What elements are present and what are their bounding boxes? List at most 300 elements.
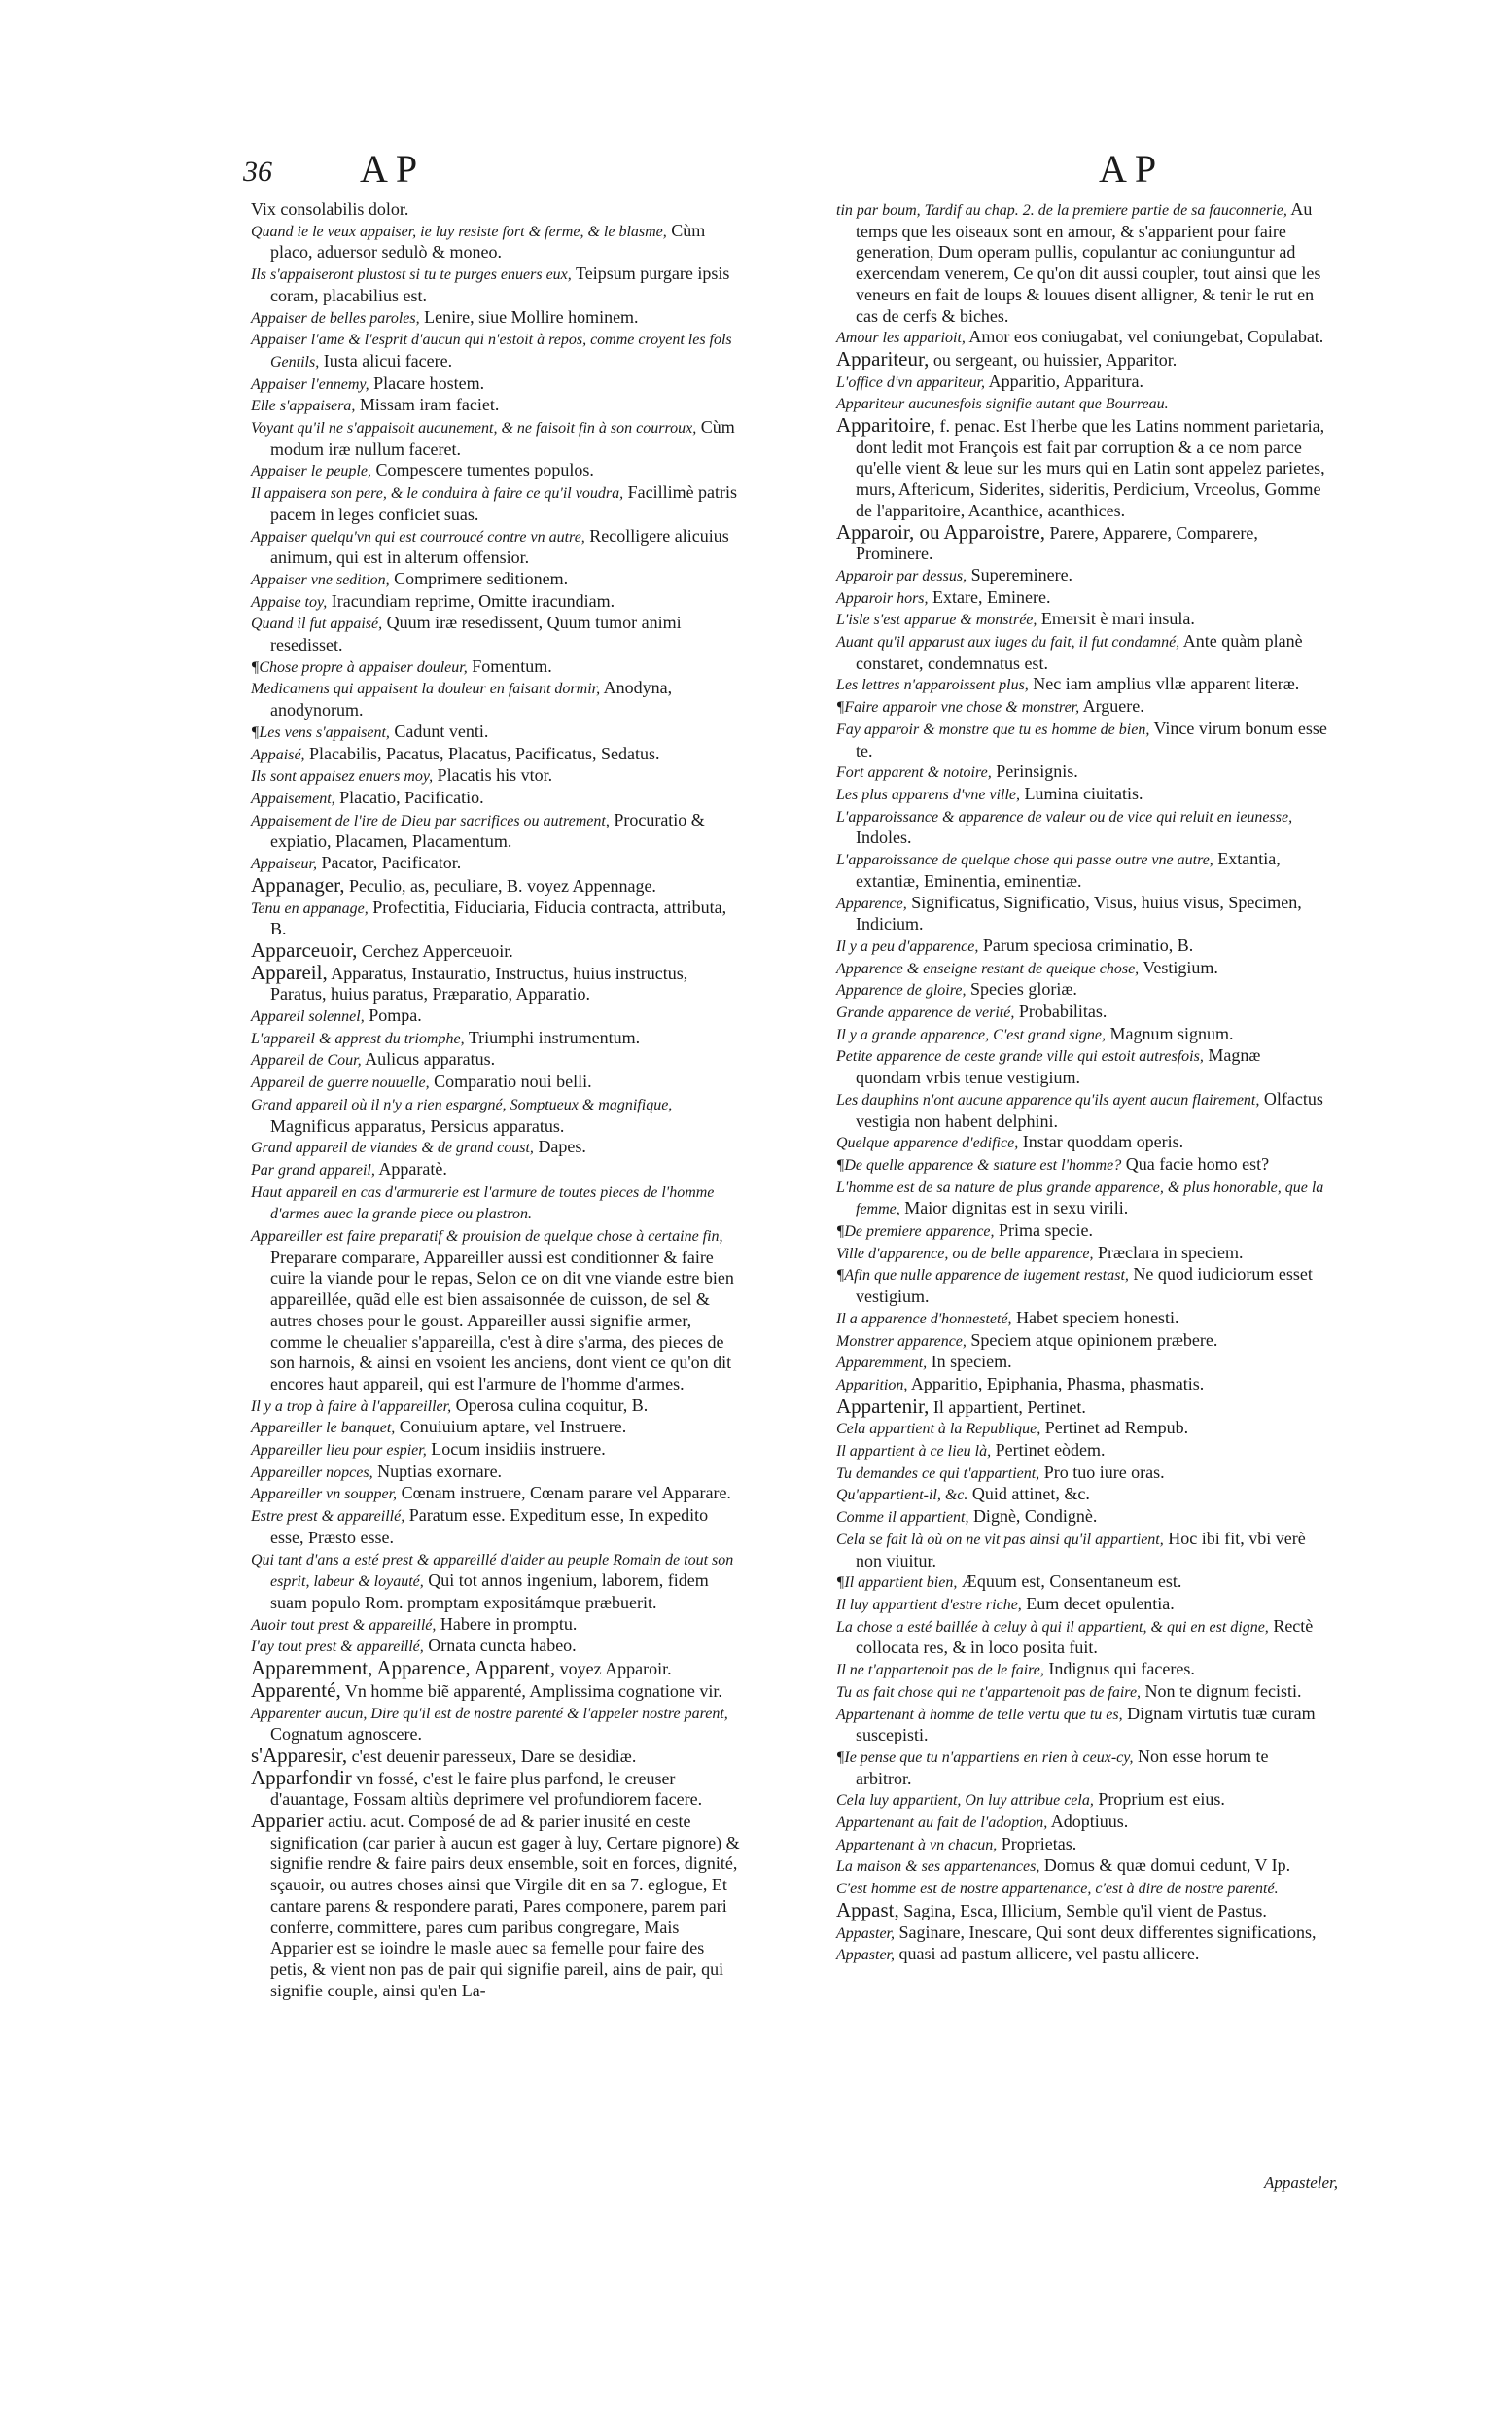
entry-french: Appaiser quelqu'vn qui est courroucé contre vn autre, [251,528,585,546]
dictionary-entry [251,1636,742,1658]
entry-latin: Pertinet eòdem. [995,1440,1106,1461]
entry-latin: Eum decet opulentia. [1026,1594,1175,1613]
entry-latin: Non esse horum te arbitror. [856,1745,1269,1788]
entry-french: Amour les apparioit, [836,330,966,347]
entry-french: Tu demandes ce qui t'appartient, [836,1464,1040,1482]
dictionary-entry [836,1264,1327,1307]
entry-french: Appaisement, [251,790,335,807]
entry-latin: Fomentum. [472,655,552,676]
dictionary-entry [251,1137,742,1159]
entry-french: Appartenant au fait de l'adoption, [836,1814,1048,1832]
entry-latin: Æquum est, Consentaneum est. [961,1571,1182,1592]
entry-latin: Locum insidiis instruere. [431,1439,606,1460]
entry-latin: Pro tuo iure oras. [1043,1462,1165,1482]
entry-french: Comme il appartient, [836,1509,969,1527]
entry-french: Appareil de guerre nouuelle, [251,1075,430,1092]
dictionary-entry [836,849,1327,892]
entry-latin: Dignam virtutis tuæ curam suscepisti. [856,1703,1316,1745]
entry-french: Par grand appareil, [251,1161,375,1179]
entry-latin: f. penac. Est l'herbe que les Latins nomment parietaria, dont ledit mot François est fait par corruption & a ce nom parce qu'elle vient & leue sur les murs qui en Latin sont appelez parietes, murs, Aftericum, Siderites, sideritis, Perdicium, Vrceolus, Gomme de l'apparitoire, Acanthice, acanthices. [856,416,1325,520]
entry-latin: Magnum signum. [1109,1023,1234,1043]
entry-latin: Apparitio, Apparitura. [988,370,1144,391]
entry-french: Appaiser vne sedition, [251,571,390,588]
dictionary-entry [251,744,742,766]
entry-french: Appartenant à homme de telle vertu que tu es, [836,1706,1123,1723]
dictionary-entry [251,569,742,591]
entry-french: Ils sont appaisez enuers moy, [251,768,434,786]
entry-headword: Appartenir, [836,1393,930,1418]
dictionary-entry [251,264,742,306]
dictionary-entry [836,1616,1327,1659]
dictionary-entry [251,395,742,417]
entry-french: Petite apparence de ceste grande ville qui estoit autresfois, [836,1048,1204,1066]
entry-french: ¶De premiere apparence, [836,1223,995,1241]
dictionary-entry [836,1855,1327,1878]
dictionary-entry [836,1374,1327,1396]
dictionary-entry [251,221,742,264]
dictionary-entry [836,1462,1327,1485]
dictionary-entry [836,674,1327,696]
dictionary-entry [836,1418,1327,1440]
right-column [836,199,1327,1966]
entry-french: Quelque apparence d'edifice, [836,1135,1019,1152]
entry-latin: Parum speciosa criminatio, B. [982,934,1194,955]
entry-french: Appaise toy, [251,593,328,611]
dictionary-entry [836,415,1327,522]
dictionary-entry [836,1330,1327,1353]
entry-latin: Nec iam amplius vllæ apparent literæ. [1033,674,1300,694]
left-column [251,199,742,2001]
entry-french: Appaiser le peuple, [251,463,371,480]
dictionary-entry [251,613,742,655]
dictionary-entry [836,784,1327,806]
entry-french: Tenu en appanage, [251,899,369,917]
dictionary-entry [251,678,742,721]
entry-latin: Cognatum agnoscere. [270,1724,422,1744]
dictionary-entry [251,765,742,788]
entry-headword: Appast, [836,1897,899,1921]
dictionary-entry [836,1002,1327,1024]
dictionary-entry [836,371,1327,394]
dictionary-entry [251,1658,742,1680]
entry-latin: Vestigium. [1143,957,1218,977]
entry-french: L'office d'vn appariteur, [836,373,986,391]
entry-latin: Parere, Apparere, Comparere, Prominere. [856,522,1258,564]
entry-french: Apparition, [836,1376,908,1393]
entry-french: Appaiser de belles paroles, [251,309,420,327]
entry-latin: Magnæ quondam vrbis tenue vestigium. [856,1045,1261,1088]
entry-latin: Rectè collocata res, & in loco posita fuit. [856,1615,1314,1658]
entry-french: L'isle s'est apparue & monstrée, [836,612,1037,629]
entry-french: ¶Faire apparoir vne chose & monstrer, [836,699,1080,717]
entry-french: L'appareil & apprest du triomphe, [251,1030,465,1047]
entry-latin: Hoc ibi fit, vbi verè non viuitur. [856,1528,1306,1570]
entry-latin: Extare, Eminere. [932,586,1051,607]
entry-latin: Pertinet ad Rempub. [1044,1418,1189,1438]
entry-headword: Apparemment, Apparence, Apparent, [251,1656,556,1680]
dictionary-entry [251,1028,742,1050]
running-head-left: AP [360,147,426,191]
dictionary-entry [836,1529,1327,1571]
entry-french: Elle s'appaisera, [251,398,356,415]
entry-latin: Paratum esse. Expeditum esse, In expedito esse, Præsto esse. [270,1505,709,1547]
entry-french: Quand il fut appaisé, [251,616,383,633]
entry-french: ¶De quelle apparence & stature est l'homme? [836,1156,1122,1174]
dictionary-entry [836,1944,1327,1966]
entry-latin: Indignus qui faceres. [1048,1659,1195,1679]
entry-french: Il y a peu d'apparence, [836,937,979,955]
dictionary-entry [251,853,742,875]
entry-latin: Vix consolabilis dolor. [251,199,409,219]
dictionary-entry [251,722,742,744]
entry-latin: Iracundiam reprime, Omitte iracundiam. [331,590,615,611]
dictionary-entry [251,482,742,525]
entry-french: ¶Les vens s'appaisent, [251,723,390,741]
entry-french: Cela luy appartient, On luy attribue cela, [836,1792,1094,1810]
entry-latin: Speciem atque opinionem præbere. [970,1329,1218,1350]
page-number: 36 [243,156,272,188]
entry-latin: Proprietas. [1001,1833,1077,1853]
entry-latin: Quum iræ resedissent, Quum tumor animi resedisset. [270,613,682,655]
entry-latin: Cerchez Apperceuoir. [361,940,513,961]
entry-french: Appareiller est faire preparatif & prouision de quelque chose à certaine fin, [251,1228,723,1246]
dictionary-entry [251,526,742,569]
dictionary-entry [251,373,742,396]
dictionary-entry [836,1746,1327,1789]
entry-french: Ville d'apparence, ou de belle apparence, [836,1245,1094,1262]
dictionary-entry [836,1243,1327,1265]
entry-headword: s'Apparesir, [251,1743,348,1767]
entry-french: Grande apparence de verité, [836,1004,1015,1022]
entry-french: L'homme est de sa nature de plus grande apparence, & plus honorable, que la femme, [836,1179,1324,1218]
dictionary-entry [836,519,1327,565]
dictionary-entry [836,1024,1327,1046]
entry-french: Apparemment, [836,1355,928,1372]
dictionary-entry [251,960,742,1005]
dictionary-entry [251,199,742,221]
entry-latin: Peculio, as, peculiare, B. voyez Appennage. [349,875,656,896]
dictionary-entry [836,1812,1327,1834]
dictionary-entry [836,696,1327,719]
entry-latin: Lumina ciuitatis. [1024,783,1143,803]
entry-latin: Cœnam instruere, Cœnam parare vel Apparare. [401,1483,731,1503]
entry-latin: Instar quoddam operis. [1022,1132,1184,1152]
entry-french: Qu'appartient-il, &c. [836,1487,968,1504]
entry-latin: Adoptiuus. [1050,1812,1129,1832]
entry-latin: Proprium est eius. [1098,1789,1225,1810]
dictionary-entry [836,1352,1327,1374]
dictionary-entry [251,1703,742,1745]
entry-latin: Profectitia, Fiduciaria, Fiducia contracta, attributa, B. [270,897,727,939]
entry-latin: Maior dignitas est in sexu virili. [904,1198,1129,1218]
dictionary-entry [836,1220,1327,1243]
entry-latin: Habere in promptu. [440,1613,578,1634]
entry-latin: Qua facie homo est? [1125,1153,1270,1174]
entry-latin: Ne quod iudiciorum esset vestigium. [856,1264,1313,1307]
entry-latin: Perinsignis. [996,761,1078,782]
dictionary-entry [251,1417,742,1439]
dictionary-entry [836,1154,1327,1177]
entry-french: Appaiser l'ennemy, [251,375,369,393]
dictionary-entry [251,937,742,963]
entry-latin: Missam iram faciet. [359,395,500,415]
entry-latin: Comparatio noui belli. [434,1072,592,1092]
entry-latin: Species gloriæ. [969,979,1077,1000]
dictionary-entry [251,1159,742,1181]
dictionary-entry [836,609,1327,631]
entry-latin: Extantia, extantiæ, Eminentia, eminentiæ. [856,849,1281,891]
dictionary-entry [836,1922,1327,1945]
dictionary-entry [251,656,742,679]
dictionary-entry [836,1594,1327,1616]
entry-french: Appareiller lieu pour espier, [251,1442,427,1460]
entry-latin: Compescere tumentes populos. [375,460,594,480]
entry-french: Ils s'appaiseront plustost si tu te purges enuers eux, [251,266,572,284]
entry-latin: Indoles. [856,828,912,848]
entry-latin: Vince virum bonum esse te. [856,718,1327,760]
dictionary-entry [251,307,742,330]
dictionary-entry [836,1659,1327,1681]
dictionary-entry [251,1094,742,1137]
entry-latin: Cadunt venti. [394,721,489,741]
dictionary-entry [251,788,742,810]
dictionary-entry [836,806,1327,849]
entry-french: Les dauphins n'ont aucune apparence qu'ils ayent aucun flairement, [836,1091,1260,1109]
entry-latin: Anodyna, anodynorum. [270,678,673,721]
entry-latin: Comprimere seditionem. [394,568,569,588]
entry-french: Appartenant à vn chacun, [836,1836,998,1853]
entry-latin: Non te dignum fecisti. [1144,1680,1302,1701]
entry-french: Appaster, [836,1924,895,1942]
dictionary-entry [251,1483,742,1505]
page-header [243,146,1303,194]
entry-french: Haut appareil en cas d'armurerie est l'armure de toutes pieces de l'homme d'armes auec la grande piece ou plastron. [251,1183,715,1223]
entry-latin: Cùm modum iræ nullum faceret. [270,417,735,459]
entry-latin: Olfactus vestigia non habent delphini. [856,1088,1323,1131]
entry-french: Apparence & enseigne restant de quelque chose, [836,960,1140,977]
dictionary-entry [836,1789,1327,1812]
entry-french: Quand ie le veux appaiser, ie luy resiste fort & ferme, & le blasme, [251,223,667,240]
entry-french: Apparence, [836,895,907,912]
entry-french: I'ay tout prest & appareillé, [251,1638,424,1656]
entry-french: C'est homme est de nostre appartenance, c'est à dire de nostre parenté. [836,1881,1279,1898]
dictionary-entry [251,1745,742,1768]
entry-french: Il y a grande apparence, C'est grand signe, [836,1026,1107,1043]
entry-latin: Conuiuium aptare, vel Instruere. [399,1417,627,1437]
entry-latin: Au temps que les oiseaux sont en amour, & s'apparient pour faire generation, Dum operam pullis, copulantur ac coniunguntur ad exercendam venerem, Ce qu'on dit aussi coupler, tout ainsi que les veneurs en fait de loups & louues disent alligner, & tenir le rut en cas de cerfs & biches. [856,199,1321,326]
entry-french: Les plus apparens d'vne ville, [836,786,1021,803]
entry-headword: Apparfondir [251,1765,352,1789]
entry-latin: Vn homme biẽ apparenté, Amplissima cognatione vir. [344,1680,722,1701]
dictionary-entry [836,719,1327,761]
dictionary-entry [251,1439,742,1462]
entry-latin: Placabilis, Pacatus, Placatus, Pacificatus, Sedatus. [309,743,660,763]
dictionary-entry [836,1132,1327,1154]
entry-french: Appaiseur, [251,856,317,873]
entry-french: Fort apparent & notoire, [836,764,992,782]
entry-latin: Facillimè patris pacem in leges conficiet suas. [270,482,738,524]
catchword: Appasteler, [1264,2173,1339,2192]
dictionary-entry [251,1765,742,1811]
entry-latin: Iusta alicui facere. [323,350,453,370]
entry-latin: actiu. acut. Composé de ad & parier inusité en ceste signification (car parier à aucun est gager à luy, Certare pignore) & signifie rendre & faire pairs deux ensemble, soit en forces, dignité, sçauoir, ou autres choses ainsi que Virgile dit en sa 7. eglogue, Et cantare parens & respondere parati, Pares componere, parem pari conferre, committere, pares cum paribus congregare, Mais Apparier est se ioindre le masle auec sa femelle pour faire des petis, & vient non pas de pair qui signifie pareil, ains de pair, qui signifie couple, ainsi qu'en La- [270,1812,740,2000]
entry-latin: Dignè, Condignè. [972,1506,1098,1527]
dictionary-entry [251,329,742,372]
dictionary-entry [836,346,1327,371]
dictionary-entry [836,1308,1327,1330]
dictionary-entry [251,1181,742,1225]
dictionary-entry [836,199,1327,327]
dictionary-entry [251,460,742,482]
entry-latin: Quid attinet, &c. [971,1484,1090,1504]
entry-latin: Pacator, Pacificator. [321,853,462,873]
dictionary-entry [251,1225,742,1395]
entry-latin: Aulicus apparatus. [365,1049,496,1070]
entry-french: Il ne t'appartenoit pas de le faire, [836,1662,1044,1679]
entry-french: Les lettres n'apparoissent plus, [836,677,1029,694]
entry-french: Appareiller nopces, [251,1463,373,1481]
entry-french: Apparence de gloire, [836,982,967,1000]
entry-french: ¶Afin que nulle apparence de iugement restast, [836,1267,1129,1285]
entry-latin: Prima specie. [999,1220,1094,1241]
dictionary-entry [836,565,1327,587]
entry-latin: c'est deuenir paresseux, Dare se desidiæ. [351,1745,637,1766]
entry-french: Fay apparoir & monstre que tu es homme de bien, [836,721,1150,738]
entry-latin: Preparare comparare, Appareiller aussi est conditionner & faire cuire la viande pour le repas, Selon ce on dit vne viande estre bien appareillée, quãd elle est bien assaisonnée de cuisson, de sel & autres choses pour le goust. Appareiller aussi signifie armer, comme le cheualier s'appareilla, c'est à dire s'arma, des pieces de son harnois, & ainsi en vsoient les anciens, dont vient ce qu'on dit encores haut appareil, qui est l'armure de l'homme d'armes. [270,1247,734,1393]
entry-latin: vn fossé, c'est le faire plus parfond, le creuser d'auantage, Fossam altiùs deprimere vel profundiorem facere. [270,1768,703,1810]
dictionary-entry [836,1506,1327,1529]
dictionary-entry [836,1484,1327,1506]
entry-french: Grand appareil de viandes & de grand coust, [251,1140,534,1157]
dictionary-entry [836,1834,1327,1856]
entry-french: ¶Ie pense que tu n'appartiens en rien à ceux-cy, [836,1748,1134,1766]
entry-french: Appaisement de l'ire de Dieu par sacrifices ou autrement, [251,812,610,829]
entry-latin: Dapes. [538,1137,586,1157]
dictionary-entry [836,393,1327,415]
dictionary-entry [251,898,742,940]
dictionary-entry [836,1177,1327,1220]
entry-latin: ou sergeant, ou huissier, Apparitor. [932,349,1178,370]
dictionary-entry [836,958,1327,980]
entry-french: Appareiller vn soupper, [251,1486,398,1503]
dictionary-entry [251,1005,742,1028]
dictionary-entry [836,893,1327,935]
entry-french: Appaiser l'ame & l'esprit d'aucun qui n'estoit à repos, comme croyent les fols Gentils, [251,332,732,370]
entry-french: Tu as fait chose qui ne t'appartenoit pas de faire, [836,1683,1142,1701]
entry-latin: voyez Apparoir. [559,1659,672,1679]
entry-latin: Apparatè. [378,1158,447,1179]
dictionary-entry [251,1462,742,1484]
dictionary-entry [836,979,1327,1002]
entry-french: ¶Il appartient bien, [836,1574,958,1592]
entry-latin: Operosa culina coquitur, B. [455,1394,649,1415]
dictionary-entry [836,631,1327,674]
entry-headword: Apparitoire, [836,413,936,438]
dictionary-entry [836,327,1327,349]
dictionary-entry [836,935,1327,958]
entry-french: Il y a trop à faire à l'appareiller, [251,1397,452,1415]
entry-french: L'apparoissance de quelque chose qui passe outre vne autre, [836,852,1213,869]
entry-latin: Teipsum purgare ipsis coram, placabilius est. [270,264,730,305]
entry-latin: In speciem. [931,1352,1012,1372]
entry-french: Apparenter aucun, Dire qu'il est de nostre parenté & l'appeler nostre parent, [251,1705,728,1722]
dictionary-entry [251,591,742,614]
dictionary-entry [251,1811,742,2001]
entry-french: L'apparoissance & apparence de valeur ou de vice qui reluit en ieunesse, [836,808,1293,826]
entry-headword: Appariteur, [836,346,930,370]
entry-latin: Apparatus, Instauratio, Instructus, huius instructus, Paratus, huius paratus, Præparatio, Apparatio. [270,963,688,1004]
entry-latin: Præclara in speciem. [1098,1242,1244,1262]
dictionary-entry [836,1440,1327,1462]
entry-french: La chose a esté baillée à celuy à qui il appartient, & qui en est digne, [836,1618,1269,1636]
entry-latin: Saginare, Inescare, Qui sont deux differentes significations, [898,1921,1317,1942]
dictionary-entry [836,761,1327,784]
dictionary-entry [251,1505,742,1548]
dictionary-entry [836,1704,1327,1746]
entry-latin: Domus & quæ domui cedunt, V Ip. [1043,1855,1291,1876]
dictionary-entry [251,1549,742,1614]
entry-headword: Apparoir, ou Apparoistre, [836,519,1045,544]
entry-latin: Ornata cuncta habeo. [428,1636,577,1656]
entry-latin: Apparitio, Epiphania, Phasma, phasmatis. [910,1373,1205,1393]
dictionary-entry [836,1045,1327,1088]
entry-latin: Pompa. [369,1005,422,1026]
entry-headword: Apparier [251,1809,324,1833]
dictionary-entry [836,587,1327,610]
entry-latin: Emersit è mari insula. [1040,609,1195,629]
entry-latin: Il appartient, Pertinet. [932,1396,1086,1417]
entry-latin: Arguere. [1082,696,1144,717]
entry-latin: Placare hostem. [373,372,485,393]
entry-french: Grand appareil où il n'y a rien espargné, Somptueux & magnifique, [251,1096,673,1113]
entry-latin: Cùm placo, aduersor sedulò & moneo. [270,220,706,263]
dictionary-entry [251,1049,742,1072]
entry-latin: Amor eos coniugabat, vel coniungebat, Copulabat. [968,327,1324,347]
dictionary-entry [836,1878,1327,1900]
entry-french: Appaisé, [251,746,305,763]
entry-french: Auant qu'il apparust aux iuges du fait, il fut condamné, [836,634,1180,652]
entry-latin: Triumphi instrumentum. [468,1027,641,1047]
dictionary-entry [836,1393,1327,1419]
entry-french: Apparoir par dessus, [836,567,967,584]
dictionary-entry [836,1897,1327,1922]
entry-latin: Lenire, siue Mollire hominem. [424,306,639,327]
entry-headword: Appanager, [251,872,345,897]
entry-latin: Habet speciem honesti. [1016,1307,1179,1327]
running-head-right: AP [1099,147,1165,191]
entry-french: Monstrer apparence, [836,1332,967,1350]
entry-french: Appaster, [836,1947,895,1964]
entry-french: Voyant qu'il ne s'appaisoit aucunement, & ne faisoit fin à son courroux, [251,420,697,438]
entry-french: Il appaisera son pere, & le conduira à faire ce qu'il voudra, [251,485,624,503]
entry-latin: Sagina, Esca, Illicium, Semble qu'il vient de Pastus. [903,1900,1267,1920]
entry-latin: Probabilitas. [1018,1002,1108,1022]
dictionary-entry [251,810,742,853]
entry-french: Medicamens qui appaisent la douleur en faisant dormir, [251,681,601,698]
entry-french: Qui tant d'ans a esté prest & appareillé d'aider au peuple Romain de tout son esprit, labeur & loyauté, [251,1551,734,1591]
entry-french: Cela se fait là où on ne vit pas ainsi qu'il appartient, [836,1531,1164,1548]
dictionary-entry [836,1089,1327,1132]
dictionary-entry [251,872,742,898]
entry-french: Apparoir hors, [836,589,929,607]
entry-headword: Apparenté, [251,1677,341,1702]
entry-french: Appareil de Cour, [251,1052,362,1070]
entry-latin: Ante quàm planè constaret, condemnatus est. [856,631,1303,673]
entry-headword: Apparceuoir, [251,937,358,962]
entry-french: Il appartient à ce lieu là, [836,1443,992,1461]
entry-latin: Significatus, Significatio, Visus, huius visus, Specimen, Indicium. [856,892,1302,934]
entry-latin: quasi ad pastum allicere, vel pastu allicere. [898,1944,1200,1964]
